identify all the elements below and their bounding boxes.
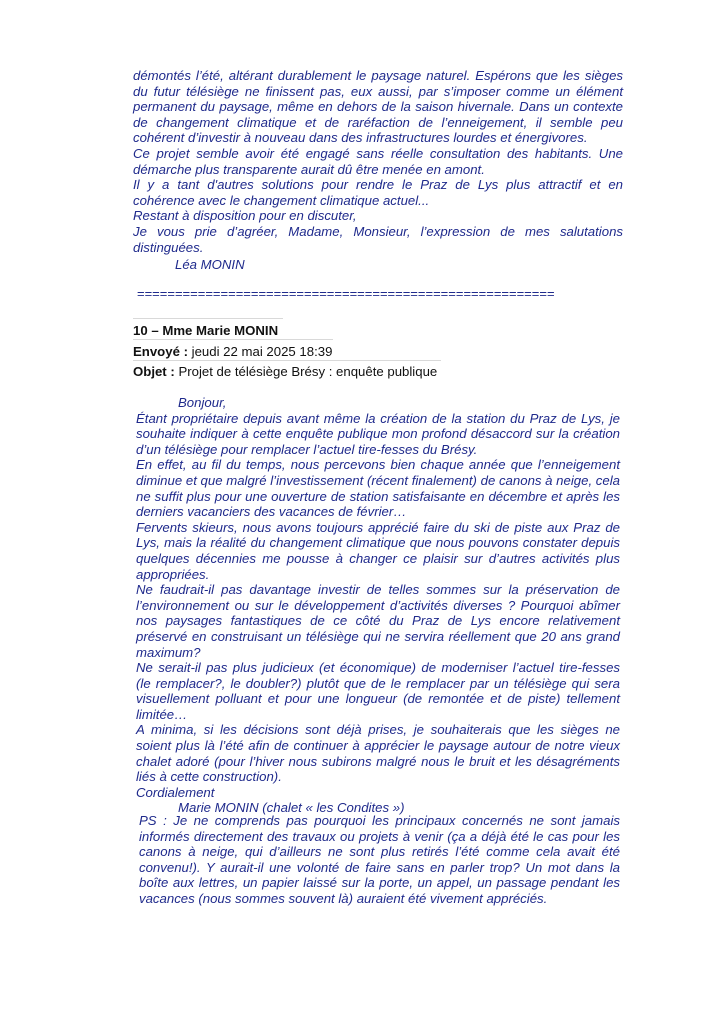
subject-value: Projet de télésiège Brésy : enquête publique (178, 364, 438, 379)
subject-label: Objet : (133, 364, 175, 379)
letter-paragraph: Fervents skieurs, nous avons toujours apprécié faire du ski de piste aux Praz de Lys, mais la réalité du changement climatique que nous pouvons constater depuis quelques décennies me pousse à changer ce plaisir sur d’autres activités plus appropriées. (136, 519, 620, 582)
sent-label: Envoyé : (133, 344, 188, 359)
paragraph: Je vous prie d’agréer, Madame, Monsieur, l’expression de mes salutations distinguées. (133, 223, 623, 255)
email-sent-row (133, 344, 332, 359)
previous-letter-block (133, 68, 623, 273)
letter-body (136, 395, 620, 816)
divider (133, 360, 441, 361)
greeting: Bonjour, (178, 395, 227, 410)
paragraph: Ce projet semble avoir été engagé sans réelle consultation des habitants. Une démarche plus transparente aurait dû être menée en amont. (133, 145, 623, 177)
paragraph: Il y a tant d'autres solutions pour rendre le Praz de Lys plus attractif et en cohérence avec le changement climatique actuel... (133, 177, 623, 208)
ps-paragraph: PS : Je ne comprends pas pourquoi les principaux concernés ne sont jamais informés directement des travaux ou projets à venir (ça a déjà été le cas pour les canons à neige, qui d’ailleurs ne sont plus retirés l’été comme cela avait été convenu!). Y aurait-il une volonté de faire sans en parler trop? Un mot dans la boîte aux lettres, un papier laissé sur la porte, un appel, un passage pendant les vacances (nous sommes souvent là) auraient été vivement appréciés. (139, 813, 620, 906)
separator-line: ======================================================= (137, 286, 555, 301)
divider (133, 318, 283, 319)
email-title: 10 – Mme Marie MONIN (133, 323, 279, 338)
letter-paragraph: Ne serait-il pas plus judicieux (et économique) de moderniser l’actuel tire-fesses (le remplacer?, le doubler?) plutôt que de le remplacer par un télésiège qui sera visuellement polluant et pour une longueur (de remontée et de piste) tellement limitée… (136, 660, 620, 722)
postscript (139, 813, 620, 907)
closing: Cordialement (136, 784, 215, 800)
sent-value: jeudi 22 mai 2025 18:39 (191, 344, 333, 359)
email-subject-row (133, 364, 437, 379)
paragraph: démontés l’été, altérant durablement le paysage naturel. Espérons que les sièges du futur télésiège ne finissent pas, eux aussi, par s’imposer comme un élément permanent du paysage, même en dehors de la saison hivernale. Dans un contexte de changement climatique et de raréfaction de l’enneigement, il semble peu cohérent d’investir à nouveau dans des infrastructures lourdes et énergivores. (133, 68, 623, 146)
letter-paragraph: En effet, au fil du temps, nous percevons bien chaque année que l’enneigement diminue et que malgré l’investissement (récent finalement) de canons à neige, cela ne suffit plus pour une ouverture de station satisfaisante en décembre et après les derniers vacanciers des vacances de février… (136, 457, 620, 520)
paragraph: Restant à disposition pour en discuter, (133, 208, 357, 224)
signature: Léa MONIN (175, 257, 245, 273)
letter-paragraph: Ne faudrait-il pas davantage investir de telles sommes sur la préservation de l’environnement ou sur le développement d’activités diverses ? Pourquoi abîmer nos paysages fantastiques de ce côté du Praz de Lys encore relativement préservé en construisant un télésiège qui ne servira réellement que 20 ans grand maximum? (136, 582, 620, 660)
letter-paragraph: Étant propriétaire depuis avant même la création de la station du Praz de Lys, je souhaite indiquer à cette enquête publique mon profond désaccord sur la création d’un télésiège pour remplacer l’actuel tire-fesses du Brésy. (136, 410, 620, 457)
letter-signature: Marie MONIN (chalet « les Condites ») (178, 800, 405, 816)
divider (133, 339, 333, 340)
letter-paragraph: A minima, si les décisions sont déjà prises, je souhaiterais que les sièges ne soient plus là l’été afin de continuer à apprécier le paysage autour de notre vieux chalet adoré (pour l’hiver nous subirons malgré nous le bruit et les désagréments liés à cette construction). (136, 722, 620, 785)
